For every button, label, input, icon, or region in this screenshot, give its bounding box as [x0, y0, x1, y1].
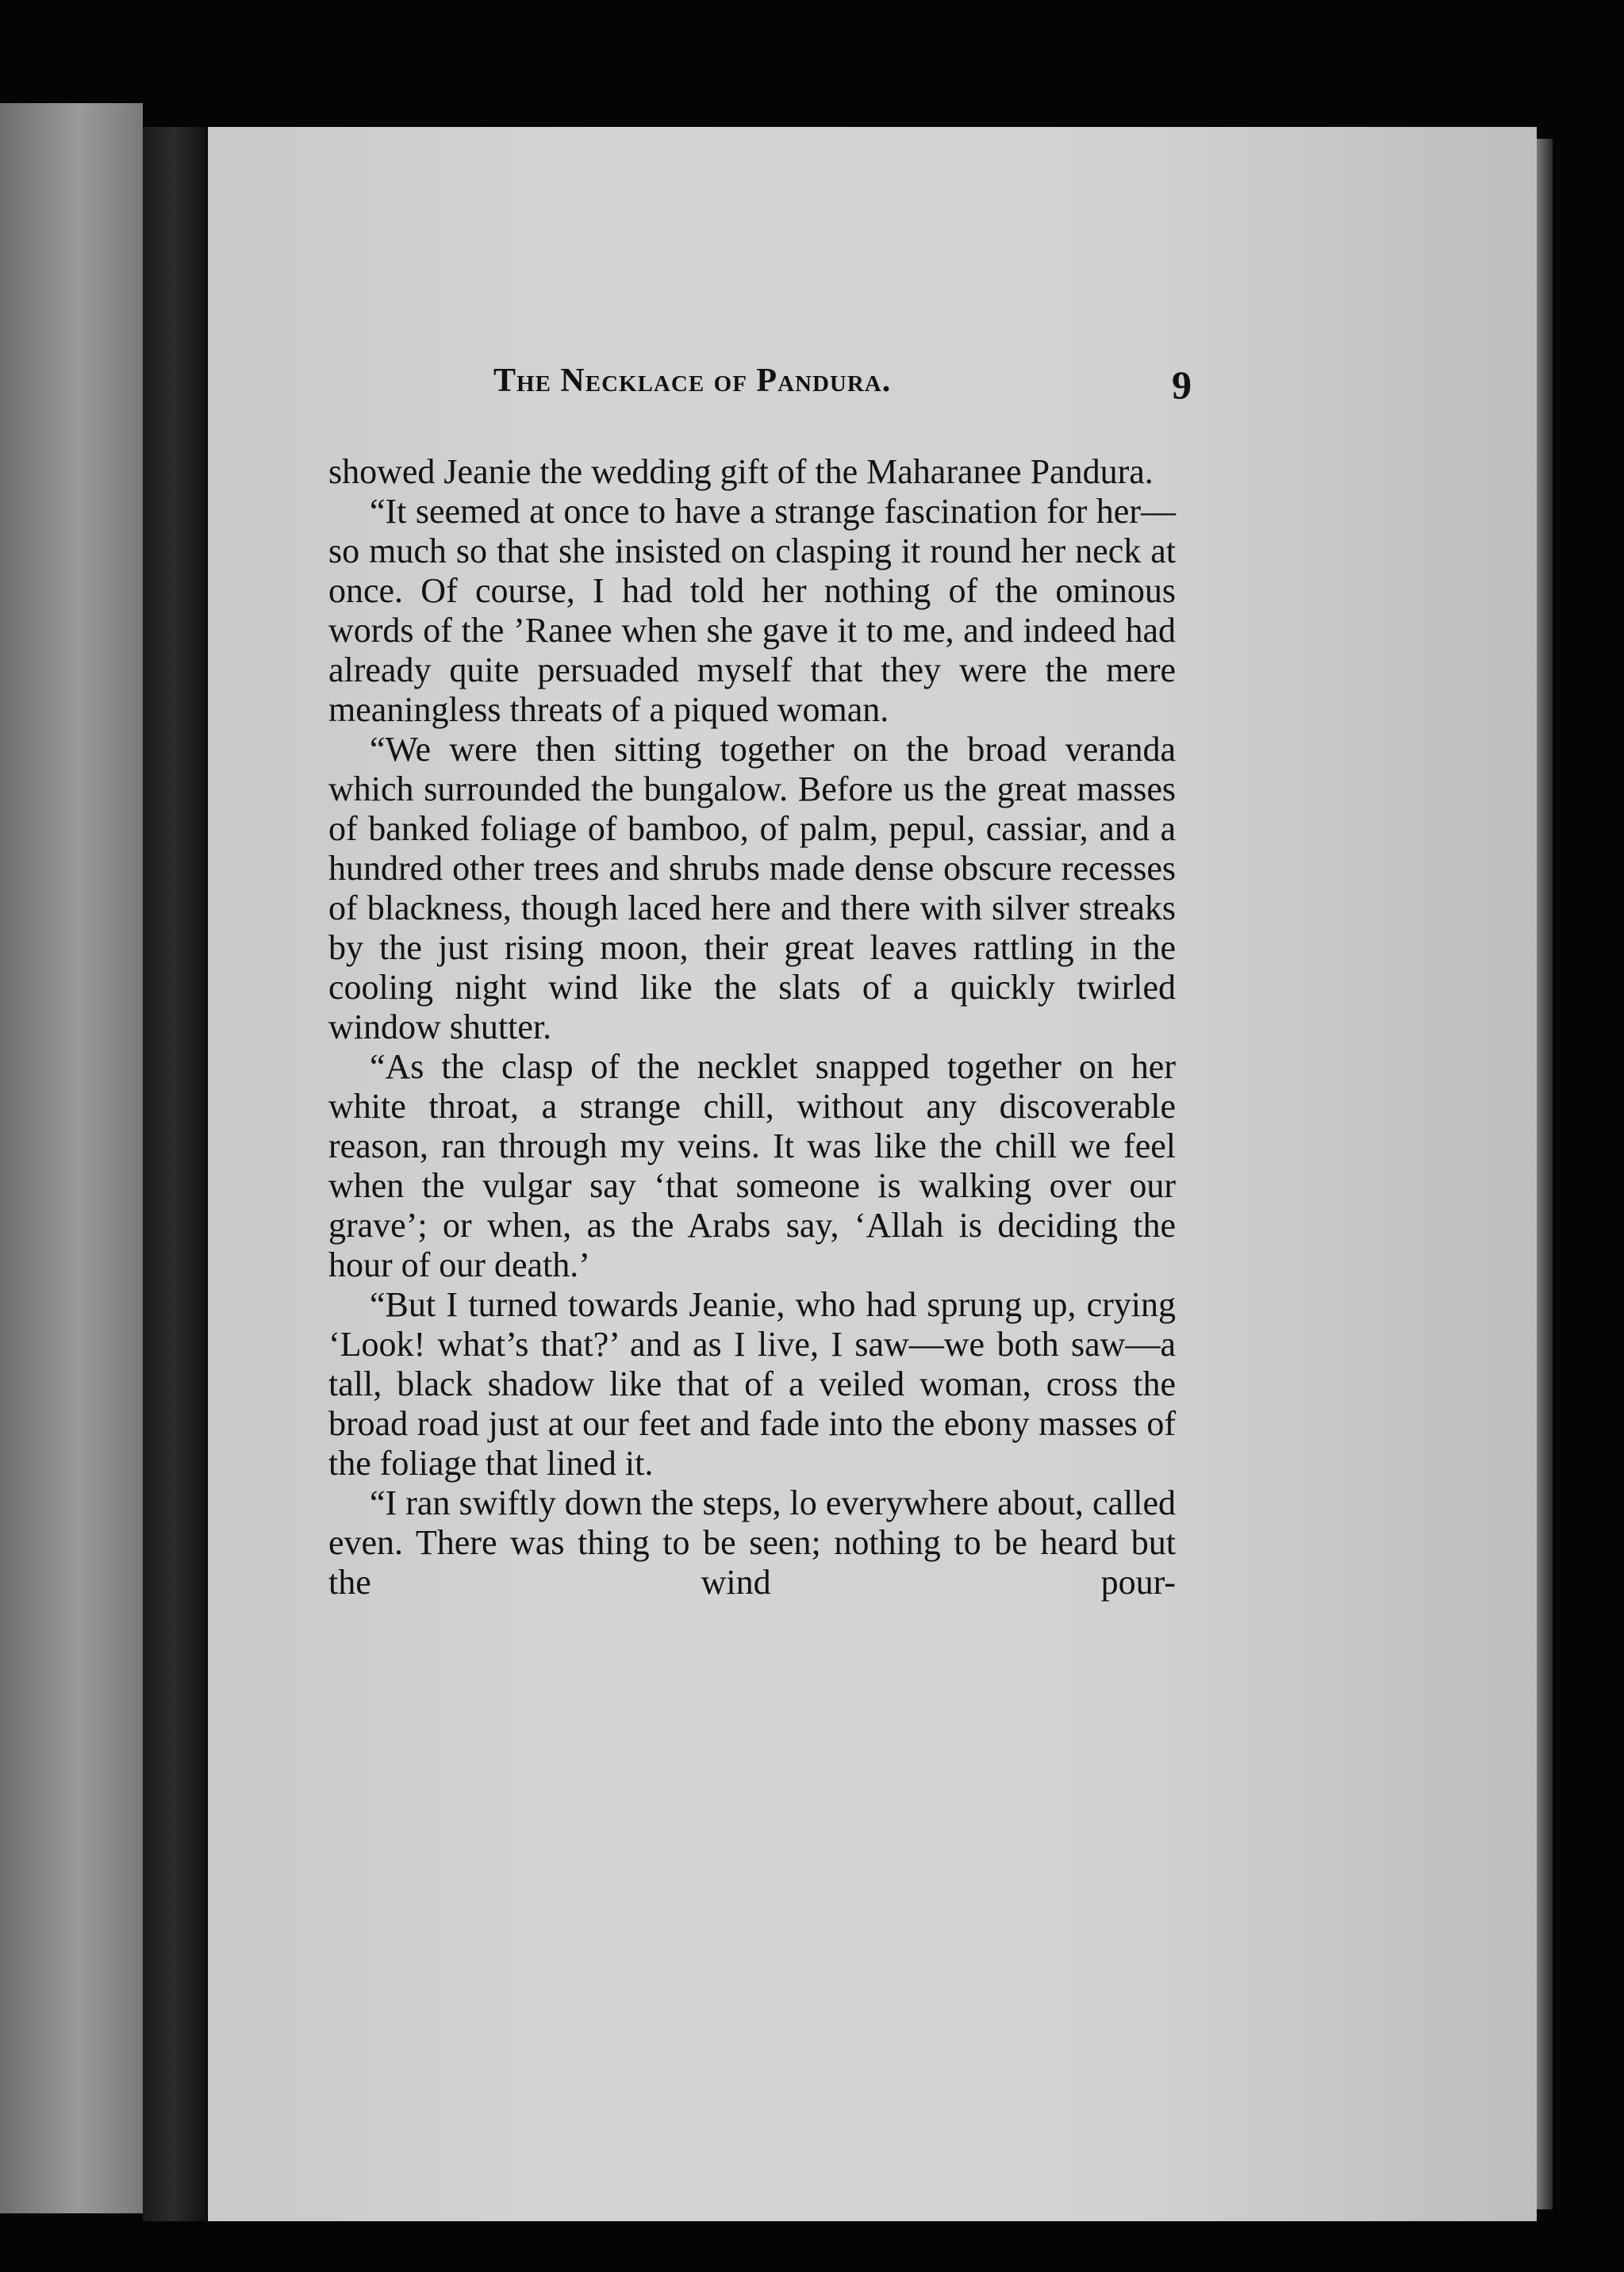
paragraph: “As the clasp of the necklet snapped together on her white throat, a strange chill, without any discoverable reason, ran through my veins. It was like the chill we feel when the vulgar say ‘that someone is walking over our grave’; or when, as the Arabs say, ‘Allah is deciding the hour of our death.’ — [328, 1047, 1176, 1284]
left-page-edge — [0, 103, 143, 2213]
book-gutter — [143, 127, 206, 2221]
page-header — [493, 362, 1192, 417]
page-number: 9 — [1172, 363, 1192, 407]
body-text — [328, 452, 1176, 1602]
paragraph: “I ran swiftly down the steps, lo everywhere about, called even. There was thing to be seen; nothing to be heard but the wind pour- — [328, 1483, 1176, 1602]
paragraph: “We were then sitting together on the broad veranda which surrounded the bungalow. Before us the great masses of banked foliage of bamboo, of palm, pepul, cassiar, and a hundred other trees and shrubs made dense obscure recesses of blackness, though laced here and there with silver streaks by the just rising moon, their great leaves rattling in the cooling night wind like the slats of a quickly twirled window shutter. — [328, 730, 1176, 1046]
running-head: The Necklace of Pandura. — [493, 363, 892, 399]
right-page-edge — [1537, 139, 1553, 2209]
paragraph: “But I turned towards Jeanie, who had sprung up, crying ‘Look! what’s that?’ and as I live, I saw—we both saw—a tall, black shadow like that of a veiled woman, cross the broad road just at our feet and fade into the ebony masses of the foliage that lined it. — [328, 1285, 1176, 1483]
paragraph: “It seemed at once to have a strange fascination for her—so much so that she insisted on clasping it round her neck at once. Of course, I had told her nothing of the ominous words of the ’Ranee when she gave it to me, and indeed had already quite persuaded myself that they were the mere meaningless threats of a piqued woman. — [328, 492, 1176, 729]
paragraph: showed Jeanie the wedding gift of the Maharanee Pandura. — [328, 452, 1154, 491]
